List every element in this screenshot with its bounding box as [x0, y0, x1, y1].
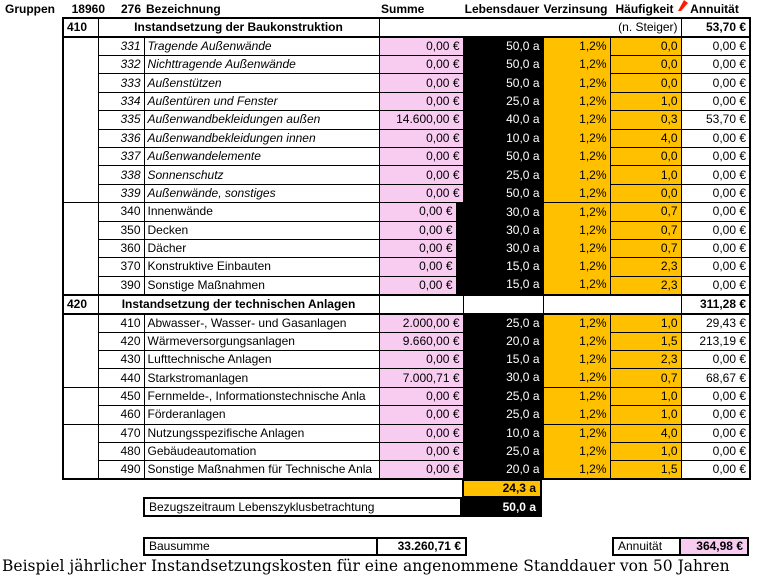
summe-cell: 0,00 €	[379, 406, 463, 424]
annuitaet-cell: 0,00 €	[681, 166, 750, 184]
summe-cell: 0,00 €	[379, 351, 463, 369]
header-gruppen-label: Gruppen	[5, 2, 55, 16]
summe-cell: 0,00 €	[379, 56, 463, 74]
header-bezeichnung: Bezeichnung	[146, 2, 221, 16]
annuitaet-cell: 0,00 €	[681, 56, 750, 74]
item-number-cell: 420	[98, 332, 144, 350]
row-indent-cell	[63, 406, 98, 424]
item-number-cell: 335	[98, 111, 144, 129]
verzinsung-cell: 1,2%	[543, 184, 610, 202]
item-row	[63, 147, 750, 165]
item-name-cell: Wärmeversorgungsanlagen	[144, 332, 379, 350]
item-row	[63, 203, 750, 221]
bausumme-label: Bausumme	[143, 537, 378, 556]
annuitaet-cell: 29,43 €	[681, 314, 750, 333]
row-indent-cell	[63, 387, 98, 405]
item-row	[63, 111, 750, 129]
verzinsung-cell: 1,2%	[543, 351, 610, 369]
item-number-cell: 332	[98, 56, 144, 74]
annuitaet-cell: 0,00 €	[681, 351, 750, 369]
annuitaet-cell: 53,70 €	[681, 111, 750, 129]
annuitaet-cell: 0,00 €	[681, 92, 750, 110]
annuitaet-cell: 0,00 €	[681, 443, 750, 461]
row-indent-cell	[63, 351, 98, 369]
bezugszeitraum-value-cell: 50,0 a	[460, 497, 542, 517]
row-indent-cell	[63, 129, 98, 147]
lebensdauer-cell: 30,0 a	[456, 239, 543, 257]
item-name-cell: Decken	[144, 221, 379, 239]
item-number-cell: 336	[98, 129, 144, 147]
lebensdauer-cell: 15,0 a	[456, 276, 543, 295]
row-indent-cell	[63, 184, 98, 202]
haeufigkeit-cell: 0,0	[610, 184, 681, 202]
item-number-cell: 410	[98, 314, 144, 333]
item-name-cell: Außenwandelemente	[144, 147, 379, 165]
item-name-cell: Konstruktive Einbauten	[144, 258, 379, 276]
item-number-cell: 440	[98, 369, 144, 387]
lebensdauer-cell: 30,0 a	[456, 221, 543, 239]
verzinsung-cell: 1,2%	[543, 461, 610, 480]
group-note-cell: (n. Steiger)	[379, 18, 681, 37]
verzinsung-cell: 1,2%	[543, 221, 610, 239]
lebensdauer-cell: 25,0 a	[463, 443, 543, 461]
row-indent-cell	[63, 92, 98, 110]
item-name-cell: Tragende Außenwände	[144, 37, 379, 56]
annuitaet-cell: 0,00 €	[681, 387, 750, 405]
row-indent-cell	[63, 314, 98, 333]
verzinsung-cell: 1,2%	[543, 369, 610, 387]
item-row	[63, 239, 750, 257]
summe-cell: 0,00 €	[379, 129, 463, 147]
haeufigkeit-cell: 1,0	[610, 443, 681, 461]
verzinsung-cell: 1,2%	[543, 111, 610, 129]
item-name-cell: Lufttechnische Anlagen	[144, 351, 379, 369]
haeufigkeit-cell: 1,0	[610, 314, 681, 333]
haeufigkeit-cell: 0,7	[610, 221, 681, 239]
lebensdauer-cell: 50,0 a	[463, 147, 543, 165]
row-indent-cell	[63, 221, 98, 239]
item-name-cell: Außentüren und Fenster	[144, 92, 379, 110]
verzinsung-cell: 1,2%	[543, 258, 610, 276]
item-name-cell: Sonnenschutz	[144, 166, 379, 184]
haeufigkeit-cell: 1,5	[610, 461, 681, 480]
summe-cell: 0,00 €	[379, 37, 463, 56]
lebensdauer-cell: 50,0 a	[463, 184, 543, 202]
haeufigkeit-cell: 1,0	[610, 406, 681, 424]
item-number-cell: 360	[98, 239, 144, 257]
row-indent-cell	[63, 276, 98, 295]
item-row	[63, 406, 750, 424]
item-row	[63, 387, 750, 405]
haeufigkeit-cell: 1,5	[610, 332, 681, 350]
annuitaet-cell: 0,00 €	[681, 258, 750, 276]
row-indent-cell	[63, 369, 98, 387]
item-name-cell: Außenstützen	[144, 74, 379, 92]
item-row	[63, 461, 750, 480]
summe-cell: 9.660,00 €	[379, 332, 463, 350]
lebensdauer-cell: 20,0 a	[463, 461, 543, 480]
group-empty-summe-cell	[379, 295, 463, 314]
annuitaet-cell: 0,00 €	[681, 184, 750, 202]
summe-cell: 0,00 €	[379, 276, 456, 295]
lebensdauer-cell: 40,0 a	[463, 111, 543, 129]
haeufigkeit-cell: 2,3	[610, 351, 681, 369]
item-row	[63, 314, 750, 333]
header-gruppen-code: 18960	[71, 2, 105, 16]
verzinsung-cell: 1,2%	[543, 92, 610, 110]
item-row	[63, 351, 750, 369]
item-name-cell: Förderanlagen	[144, 406, 379, 424]
lebensdauer-cell: 30,0 a	[463, 369, 543, 387]
lebensdauer-cell: 15,0 a	[463, 351, 543, 369]
annuitaet-cell: 0,00 €	[681, 239, 750, 257]
annuitaet-cell: 0,00 €	[681, 424, 750, 442]
item-number-cell: 350	[98, 221, 144, 239]
header-annuitaet: Annuität	[690, 2, 739, 16]
lebensdauer-cell: 25,0 a	[463, 406, 543, 424]
group-note-cell	[543, 295, 681, 314]
bezugszeitraum-label: Bezugszeitraum Lebenszyklusbetrachtung	[143, 497, 462, 517]
verzinsung-cell: 1,2%	[543, 37, 610, 56]
verzinsung-cell: 1,2%	[543, 276, 610, 295]
item-row	[63, 258, 750, 276]
group-number-cell: 410	[63, 18, 98, 37]
row-indent-cell	[63, 203, 98, 221]
verzinsung-cell: 1,2%	[543, 166, 610, 184]
summe-cell: 0,00 €	[379, 92, 463, 110]
annuitaet-cell: 213,19 €	[681, 332, 750, 350]
row-indent-cell	[63, 166, 98, 184]
item-row	[63, 92, 750, 110]
summe-cell: 0,00 €	[379, 239, 456, 257]
group-header-row	[63, 18, 750, 37]
item-name-cell: Fernmelde-, Informationstechnische Anla	[144, 387, 379, 405]
item-row	[63, 184, 750, 202]
haeufigkeit-cell: 1,0	[610, 92, 681, 110]
verzinsung-cell: 1,2%	[543, 74, 610, 92]
verzinsung-cell: 1,2%	[543, 314, 610, 333]
haeufigkeit-cell: 0,7	[610, 203, 681, 221]
item-name-cell: Nutzungsspezifische Anlagen	[144, 424, 379, 442]
haeufigkeit-cell: 1,0	[610, 387, 681, 405]
lebensdauer-cell: 25,0 a	[463, 314, 543, 333]
haeufigkeit-cell: 2,3	[610, 276, 681, 295]
item-name-cell: Dächer	[144, 239, 379, 257]
summe-cell: 14.600,00 €	[379, 111, 463, 129]
row-indent-cell	[63, 461, 98, 480]
haeufigkeit-cell: 0,0	[610, 147, 681, 165]
verzinsung-cell: 1,2%	[543, 387, 610, 405]
summe-cell: 0,00 €	[379, 387, 463, 405]
haeufigkeit-cell: 4,0	[610, 129, 681, 147]
row-indent-cell	[63, 258, 98, 276]
row-indent-cell	[63, 56, 98, 74]
lebensdauer-cell: 20,0 a	[463, 332, 543, 350]
item-name-cell: Abwasser-, Wasser- und Gasanlagen	[144, 314, 379, 333]
item-number-cell: 331	[98, 37, 144, 56]
item-row	[63, 332, 750, 350]
lebensdauer-cell: 25,0 a	[463, 92, 543, 110]
haeufigkeit-cell: 2,3	[610, 258, 681, 276]
annuitaet-cell: 0,00 €	[681, 129, 750, 147]
lebensdauer-cell: 50,0 a	[463, 37, 543, 56]
summe-cell: 0,00 €	[379, 184, 463, 202]
item-row	[63, 443, 750, 461]
verzinsung-cell: 1,2%	[543, 56, 610, 74]
item-number-cell: 337	[98, 147, 144, 165]
haeufigkeit-cell: 4,0	[610, 424, 681, 442]
item-number-cell: 390	[98, 276, 144, 295]
verzinsung-cell: 1,2%	[543, 147, 610, 165]
bausumme-value-cell: 33.260,71 €	[376, 537, 467, 556]
header-haeufigkeit: Häufigkeit	[615, 2, 674, 16]
verzinsung-cell: 1,2%	[543, 332, 610, 350]
group-annuitaet-cell: 311,28 €	[681, 295, 750, 314]
lebensdauer-cell: 50,0 a	[463, 56, 543, 74]
summe-cell: 0,00 €	[379, 258, 456, 276]
summe-cell: 0,00 €	[379, 147, 463, 165]
row-indent-cell	[63, 239, 98, 257]
group-title-cell: Instandsetzung der technischen Anlagen	[98, 295, 379, 314]
item-name-cell: Außenwandbekleidungen außen	[144, 111, 379, 129]
mittlere-lebensdauer-cell: 24,3 a	[462, 479, 542, 498]
annuitaet-result-label: Annuität	[612, 537, 681, 556]
item-number-cell: 430	[98, 351, 144, 369]
item-number-cell: 340	[98, 203, 144, 221]
item-name-cell: Innenwände	[144, 203, 379, 221]
haeufigkeit-cell: 0,0	[610, 37, 681, 56]
verzinsung-cell: 1,2%	[543, 424, 610, 442]
group-title-cell: Instandsetzung der Baukonstruktion	[98, 18, 379, 37]
annuitaet-cell: 0,00 €	[681, 203, 750, 221]
row-indent-cell	[63, 37, 98, 56]
haeufigkeit-cell: 1,0	[610, 166, 681, 184]
item-number-cell: 370	[98, 258, 144, 276]
annuitaet-cell: 0,00 €	[681, 147, 750, 165]
summe-cell: 0,00 €	[379, 221, 456, 239]
red-arrow-icon	[675, 0, 689, 11]
kostengruppen-table	[62, 17, 751, 480]
haeufigkeit-cell: 0,7	[610, 369, 681, 387]
haeufigkeit-cell: 0,7	[610, 239, 681, 257]
lebensdauer-cell: 50,0 a	[463, 74, 543, 92]
lebensdauer-cell: 15,0 a	[456, 258, 543, 276]
item-number-cell: 333	[98, 74, 144, 92]
item-number-cell: 470	[98, 424, 144, 442]
item-number-cell: 460	[98, 406, 144, 424]
group-header-row	[63, 295, 750, 314]
annuitaet-result-value-cell: 364,98 €	[679, 537, 749, 556]
row-indent-cell	[63, 111, 98, 129]
item-name-cell: Starkstromanlagen	[144, 369, 379, 387]
summe-cell: 2.000,00 €	[379, 314, 463, 333]
annuitaet-cell: 0,00 €	[681, 461, 750, 480]
haeufigkeit-cell: 0,3	[610, 111, 681, 129]
item-row	[63, 424, 750, 442]
row-indent-cell	[63, 443, 98, 461]
item-row	[63, 129, 750, 147]
header-lebensdauer: Lebensdauer	[464, 2, 540, 16]
lebensdauer-cell: 30,0 a	[456, 203, 543, 221]
item-row	[63, 369, 750, 387]
haeufigkeit-cell: 0,0	[610, 56, 681, 74]
item-name-cell: Nichttragende Außenwände	[144, 56, 379, 74]
lebensdauer-cell: 10,0 a	[463, 129, 543, 147]
annuitaet-cell: 0,00 €	[681, 74, 750, 92]
header-bezeichnung-code: 276	[120, 2, 141, 16]
summe-cell: 0,00 €	[379, 424, 463, 442]
summe-cell: 0,00 €	[379, 203, 456, 221]
item-row	[63, 74, 750, 92]
annuitaet-cell: 68,67 €	[681, 369, 750, 387]
annuitaet-cell: 0,00 €	[681, 37, 750, 56]
item-number-cell: 490	[98, 461, 144, 480]
verzinsung-cell: 1,2%	[543, 443, 610, 461]
row-indent-cell	[63, 74, 98, 92]
haeufigkeit-cell: 0,0	[610, 74, 681, 92]
summe-cell: 7.000,71 €	[379, 369, 463, 387]
item-row	[63, 37, 750, 56]
item-row	[63, 166, 750, 184]
row-indent-cell	[63, 147, 98, 165]
item-name-cell: Außenwandbekleidungen innen	[144, 129, 379, 147]
header-verzinsung: Verzinsung	[543, 2, 608, 16]
item-row	[63, 56, 750, 74]
summe-cell: 0,00 €	[379, 74, 463, 92]
row-indent-cell	[63, 424, 98, 442]
item-number-cell: 450	[98, 387, 144, 405]
verzinsung-cell: 1,2%	[543, 203, 610, 221]
annuitaet-cell: 0,00 €	[681, 221, 750, 239]
item-name-cell: Sonstige Maßnahmen für Technische Anla	[144, 461, 379, 480]
row-indent-cell	[63, 332, 98, 350]
verzinsung-cell: 1,2%	[543, 239, 610, 257]
group-empty-lebensdauer-cell	[463, 295, 543, 314]
verzinsung-cell: 1,2%	[543, 129, 610, 147]
lebensdauer-cell: 25,0 a	[463, 387, 543, 405]
verzinsung-cell: 1,2%	[543, 406, 610, 424]
item-number-cell: 480	[98, 443, 144, 461]
annuitaet-cell: 0,00 €	[681, 276, 750, 295]
summe-cell: 0,00 €	[379, 461, 463, 480]
item-number-cell: 334	[98, 92, 144, 110]
summe-cell: 0,00 €	[379, 443, 463, 461]
item-name-cell: Außenwände, sonstiges	[144, 184, 379, 202]
lebensdauer-cell: 25,0 a	[463, 166, 543, 184]
item-row	[63, 276, 750, 295]
lebensdauer-cell: 10,0 a	[463, 424, 543, 442]
item-number-cell: 339	[98, 184, 144, 202]
item-name-cell: Sonstige Maßnahmen	[144, 276, 379, 295]
group-number-cell: 420	[63, 295, 98, 314]
header-summe: Summe	[381, 2, 425, 16]
group-annuitaet-cell: 53,70 €	[681, 18, 750, 37]
summe-cell: 0,00 €	[379, 166, 463, 184]
figure-caption: Beispiel jährlicher Instandsetzungskosten für eine angenommene Standdauer von 50 Jahren	[2, 557, 730, 575]
annuitaet-cell: 0,00 €	[681, 406, 750, 424]
item-number-cell: 338	[98, 166, 144, 184]
item-row	[63, 221, 750, 239]
item-name-cell: Gebäudeautomation	[144, 443, 379, 461]
